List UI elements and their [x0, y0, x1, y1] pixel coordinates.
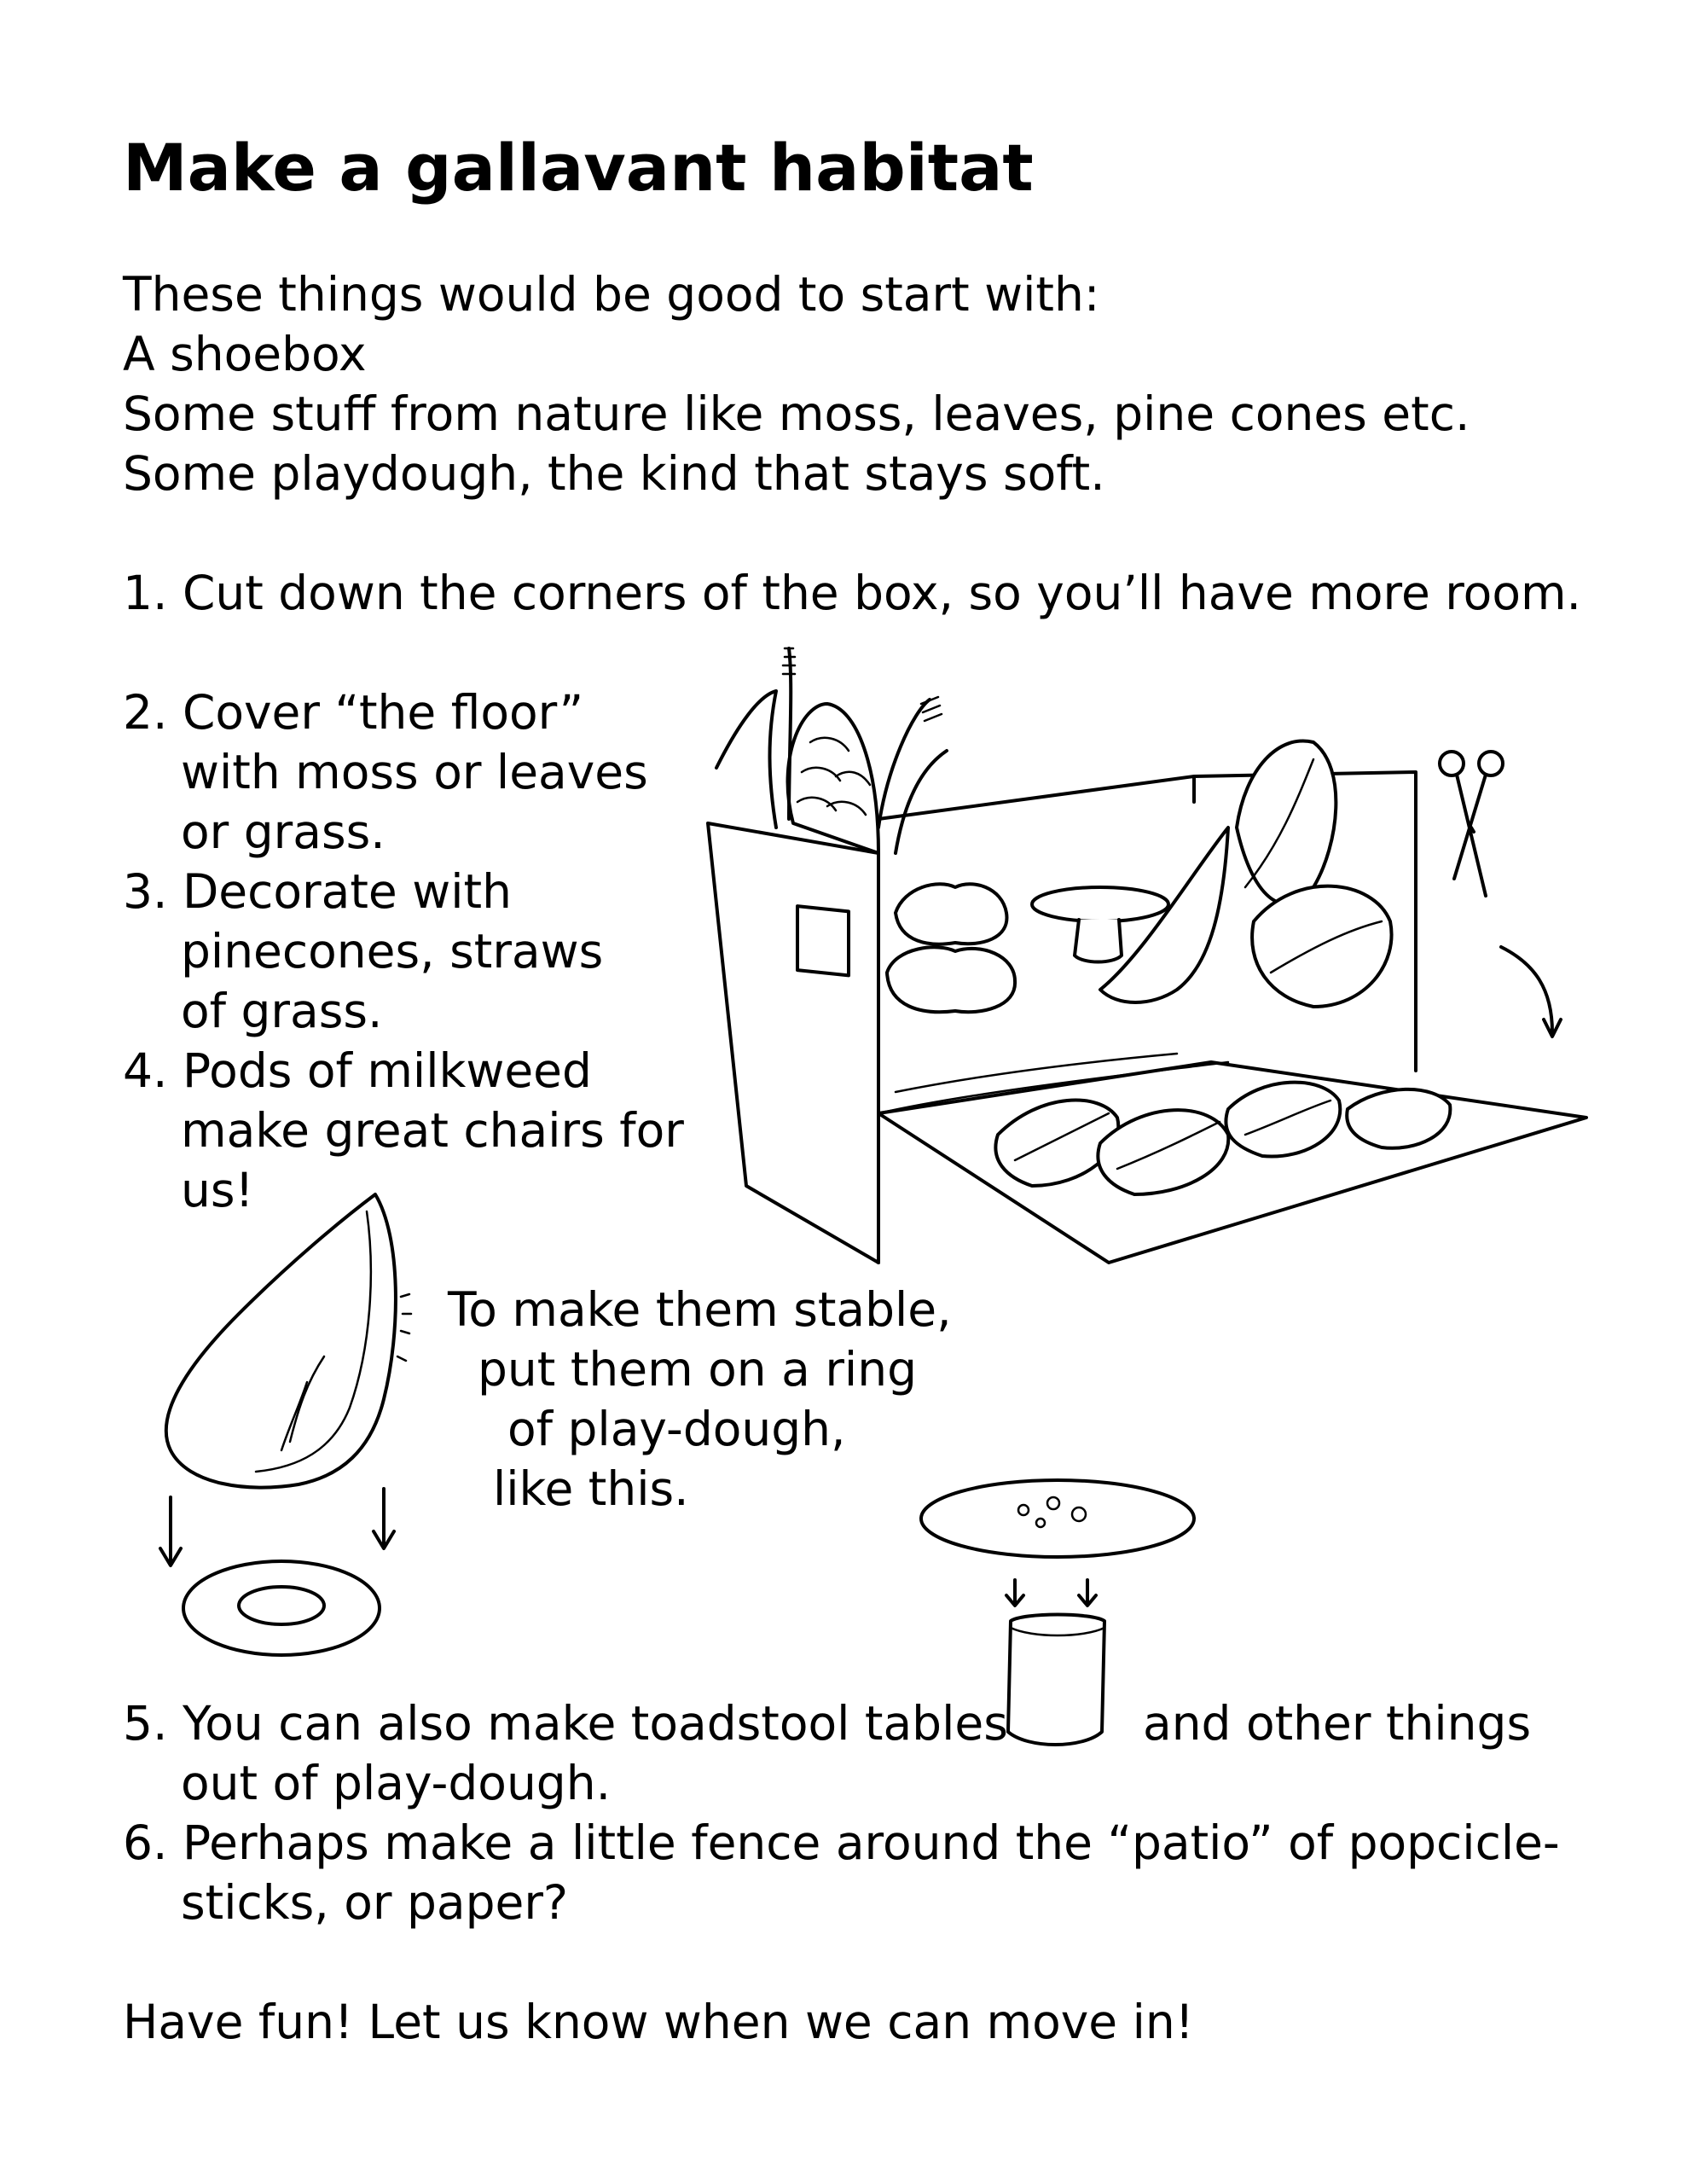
stable-note-line: of play-dough, — [507, 1402, 846, 1456]
stable-note-line: To make them stable, — [448, 1282, 952, 1337]
step-3-line: of grass. — [181, 984, 383, 1038]
step-2-line: with moss or leaves — [181, 745, 648, 799]
step-6-line: sticks, or paper? — [181, 1875, 569, 1930]
supply-item: Some playdough, the kind that stays soft. — [123, 446, 1105, 501]
closing-line: Have fun! Let us know when we can move in! — [123, 1995, 1194, 2049]
step-4-line: make great chairs for — [181, 1103, 684, 1158]
shoebox-habitat-illustration — [699, 631, 1603, 1280]
milkweed-pod-on-dough-ring-illustration — [154, 1186, 435, 1672]
step-5-line: out of play-dough. — [181, 1756, 612, 1810]
step-6-line: 6. Perhaps make a little fence around the “patio” of popcicle- — [123, 1815, 1560, 1870]
step-3-line: pinecones, straws — [181, 924, 604, 979]
step-3-line: 3. Decorate with — [123, 864, 512, 919]
step-2-line: 2. Cover “the floor” — [123, 685, 584, 740]
intro-heading: These things would be good to start with: — [123, 267, 1100, 322]
step-5-line: and other things — [1143, 1696, 1532, 1751]
stable-note-line: put them on a ring — [478, 1342, 917, 1397]
page-title: Make a gallavant habitat — [123, 130, 1034, 206]
supply-item: Some stuff from nature like moss, leaves, pine cones etc. — [123, 386, 1470, 441]
step-2-line: or grass. — [181, 804, 386, 859]
step-4-line: 4. Pods of milkweed — [123, 1043, 592, 1098]
toadstool-table-illustration — [913, 1476, 1203, 1800]
supply-item: A shoebox — [123, 327, 367, 381]
stable-note-line: like this. — [493, 1461, 689, 1516]
step-1: 1. Cut down the corners of the box, so you’ll have more room. — [123, 566, 1582, 620]
step-5-line: 5. You can also make toadstool tables — [123, 1696, 1008, 1751]
step-4-line: us! — [181, 1163, 254, 1217]
